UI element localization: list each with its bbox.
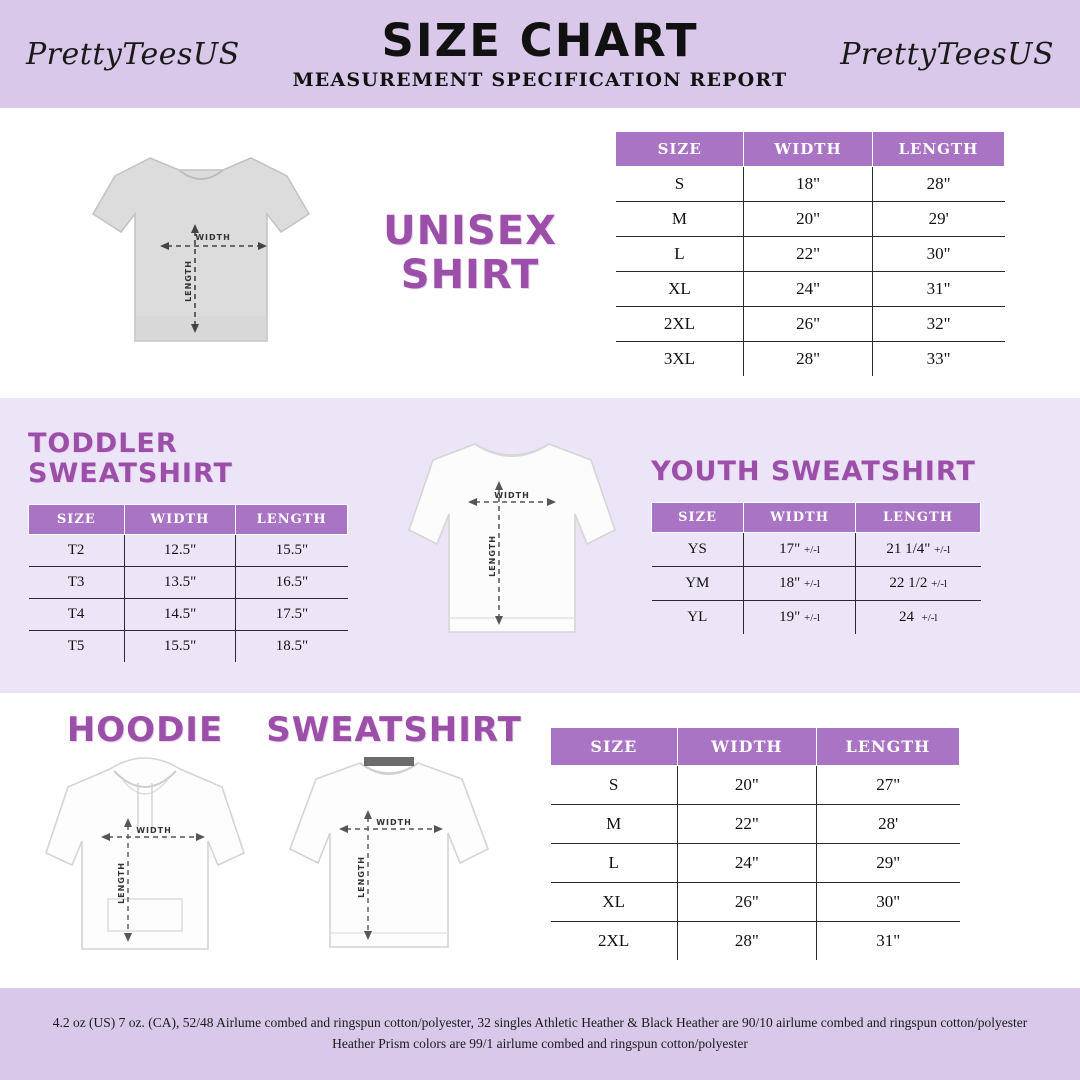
page-title: SIZE CHART [381, 14, 699, 68]
table-row [551, 844, 960, 883]
cell-width: 24" [677, 844, 816, 883]
table-row [652, 533, 981, 567]
heading-sweatshirt: SWEATSHIRT [266, 709, 522, 750]
value: 18" [779, 575, 801, 592]
cell-length: 27" [816, 766, 959, 805]
sweatshirt-illustration [264, 749, 524, 969]
table-header-row [616, 131, 1005, 166]
cell-width [744, 601, 856, 635]
hoodie-illustration [30, 749, 260, 969]
heading-youth-sweatshirt: YOUTH SWEATSHIRT [651, 455, 976, 487]
col-length: LENGTH [816, 728, 959, 766]
header-center [240, 14, 840, 91]
youth-block [651, 457, 1001, 635]
table-header-row [29, 505, 348, 535]
cell-length: 17.5" [236, 599, 348, 631]
cell-length: 16.5" [236, 567, 348, 599]
cell-width: 24" [744, 271, 872, 306]
cell-size: L [616, 236, 744, 271]
section-hoodie-sweatshirt [0, 693, 1080, 988]
table-row [551, 766, 960, 805]
cell-length: 15.5" [236, 535, 348, 567]
cell-size: 2XL [616, 306, 744, 341]
value: 22 1/2 [889, 575, 928, 592]
col-width: WIDTH [744, 131, 872, 166]
value: 21 1/4" [886, 541, 931, 558]
table-header-row [652, 503, 981, 533]
hoodie-length-label: LENGTH [117, 862, 126, 905]
table-row [616, 236, 1005, 271]
table-header-row [551, 728, 960, 766]
cell-size: XL [551, 883, 678, 922]
page-footer [0, 988, 1080, 1080]
cell-width: 13.5" [124, 567, 236, 599]
table-row [551, 883, 960, 922]
table-row [29, 535, 348, 567]
cell-length: 29' [872, 201, 1004, 236]
sweatshirt-length-label: LENGTH [357, 856, 366, 899]
hoodie-block [30, 709, 260, 969]
cell-width: 26" [677, 883, 816, 922]
tshirt-illustration [55, 136, 345, 371]
cell-size: L [551, 844, 678, 883]
col-size: SIZE [551, 728, 678, 766]
cell-width: 22" [677, 805, 816, 844]
cell-width: 26" [744, 306, 872, 341]
table-row [29, 599, 348, 631]
cell-length: 18.5" [236, 631, 348, 663]
heading-unisex-shirt: UNISEX SHIRT [383, 208, 557, 298]
table-row [652, 567, 981, 601]
cell-width [744, 533, 856, 567]
table-row [652, 601, 981, 635]
table-youth [651, 502, 981, 634]
table-sweatshirt [550, 727, 960, 960]
cell-size: M [551, 805, 678, 844]
cell-size: T2 [29, 535, 125, 567]
cell-width: 20" [744, 201, 872, 236]
cell-length [855, 533, 980, 567]
fabric-description: 4.2 oz (US) 7 oz. (CA), 52/48 Airlume combed and ringspun cotton/polyester, 32 singles Athletic Heather & Black Heather are 90/10 airlume combed and ringspun cotton/polyester Heather Prism colors are 99/1 airlume combed and ringspun cotton/polyester [52, 1015, 1028, 1051]
cell-length: 30" [816, 883, 959, 922]
cell-width: 28" [744, 341, 872, 376]
youth-sweatshirt-illustration [387, 426, 637, 666]
cell-width [744, 567, 856, 601]
table-row [616, 306, 1005, 341]
cell-length [855, 567, 980, 601]
brand-logo-right: PrettyTeesUS [840, 36, 1054, 72]
cell-size: S [551, 766, 678, 805]
table-row [29, 631, 348, 663]
value: 24 [898, 609, 914, 626]
table-row [551, 922, 960, 961]
tolerance: +/-l [934, 544, 951, 557]
hoodie-width-label: WIDTH [136, 826, 172, 836]
value: 17" [779, 541, 801, 558]
cell-width: 14.5" [124, 599, 236, 631]
sweatshirt-width-label: WIDTH [376, 818, 412, 828]
table-row [616, 341, 1005, 376]
cell-size: T5 [67, 638, 85, 655]
table-body-youth [652, 533, 981, 635]
col-size: SIZE [652, 503, 744, 533]
col-width: WIDTH [744, 503, 856, 533]
cell-size: S [616, 166, 744, 201]
table-row [29, 567, 348, 599]
table-row [616, 201, 1005, 236]
brand-logo-left: PrettyTeesUS [26, 36, 240, 72]
cell-size: YL [687, 609, 708, 626]
col-width: WIDTH [124, 505, 236, 535]
cell-size: YM [652, 567, 744, 601]
tolerance: +/-l [803, 578, 820, 591]
cell-width: 22" [744, 236, 872, 271]
cell-length: 31" [816, 922, 959, 961]
col-size: SIZE [616, 131, 744, 166]
cell-size: T3 [29, 567, 125, 599]
cell-size: 3XL [663, 348, 696, 368]
tolerance: +/-l [931, 578, 948, 591]
youth-length-label: LENGTH [488, 534, 497, 577]
cell-length: 32" [872, 306, 1004, 341]
table-unisex [615, 131, 1005, 376]
col-length: LENGTH [236, 505, 348, 535]
section-toddler-youth [0, 398, 1080, 693]
page-subtitle: MEASUREMENT SPECIFICATION REPORT [292, 68, 788, 91]
col-length: LENGTH [872, 131, 1004, 166]
cell-length: 31" [872, 271, 1004, 306]
tolerance: +/-l [803, 612, 820, 625]
cell-size: M [616, 201, 744, 236]
section-unisex [0, 108, 1080, 398]
cell-length: 28' [816, 805, 959, 844]
sweatshirt-block [264, 709, 524, 969]
cell-length: 33" [872, 341, 1004, 376]
tolerance: +/-l [803, 544, 820, 557]
tshirt-length-label: LENGTH [184, 259, 193, 302]
cell-length: 28" [872, 166, 1004, 201]
cell-size: 2XL [598, 931, 630, 950]
table-toddler [28, 504, 348, 662]
heading-toddler-sweatshirt: TODDLER SWEATSHIRT [28, 427, 233, 489]
table-body-toddler [29, 535, 348, 663]
cell-width: 18" [744, 166, 872, 201]
toddler-block [28, 429, 363, 662]
cell-size: XL [616, 271, 744, 306]
cell-length [855, 601, 980, 635]
youth-width-label: WIDTH [494, 490, 530, 500]
cell-width: 20" [677, 766, 816, 805]
table-row [616, 166, 1005, 201]
cell-size: T4 [29, 599, 125, 631]
tshirt-width-label: WIDTH [195, 232, 231, 242]
table-body-sweatshirt [551, 766, 960, 961]
col-width: WIDTH [677, 728, 816, 766]
value: 19" [779, 609, 801, 626]
table-row [551, 805, 960, 844]
page-header [0, 0, 1080, 108]
table-body-unisex [616, 166, 1005, 376]
tolerance: +/-l [921, 612, 938, 625]
cell-width: 28" [677, 922, 816, 961]
cell-width: 12.5" [124, 535, 236, 567]
cell-width: 15.5" [124, 631, 236, 663]
col-size: SIZE [29, 505, 125, 535]
cell-size: YS [652, 533, 744, 567]
cell-length: 29" [816, 844, 959, 883]
heading-hoodie: HOODIE [66, 709, 224, 750]
col-length: LENGTH [855, 503, 980, 533]
cell-length: 30" [872, 236, 1004, 271]
table-row [616, 271, 1005, 306]
